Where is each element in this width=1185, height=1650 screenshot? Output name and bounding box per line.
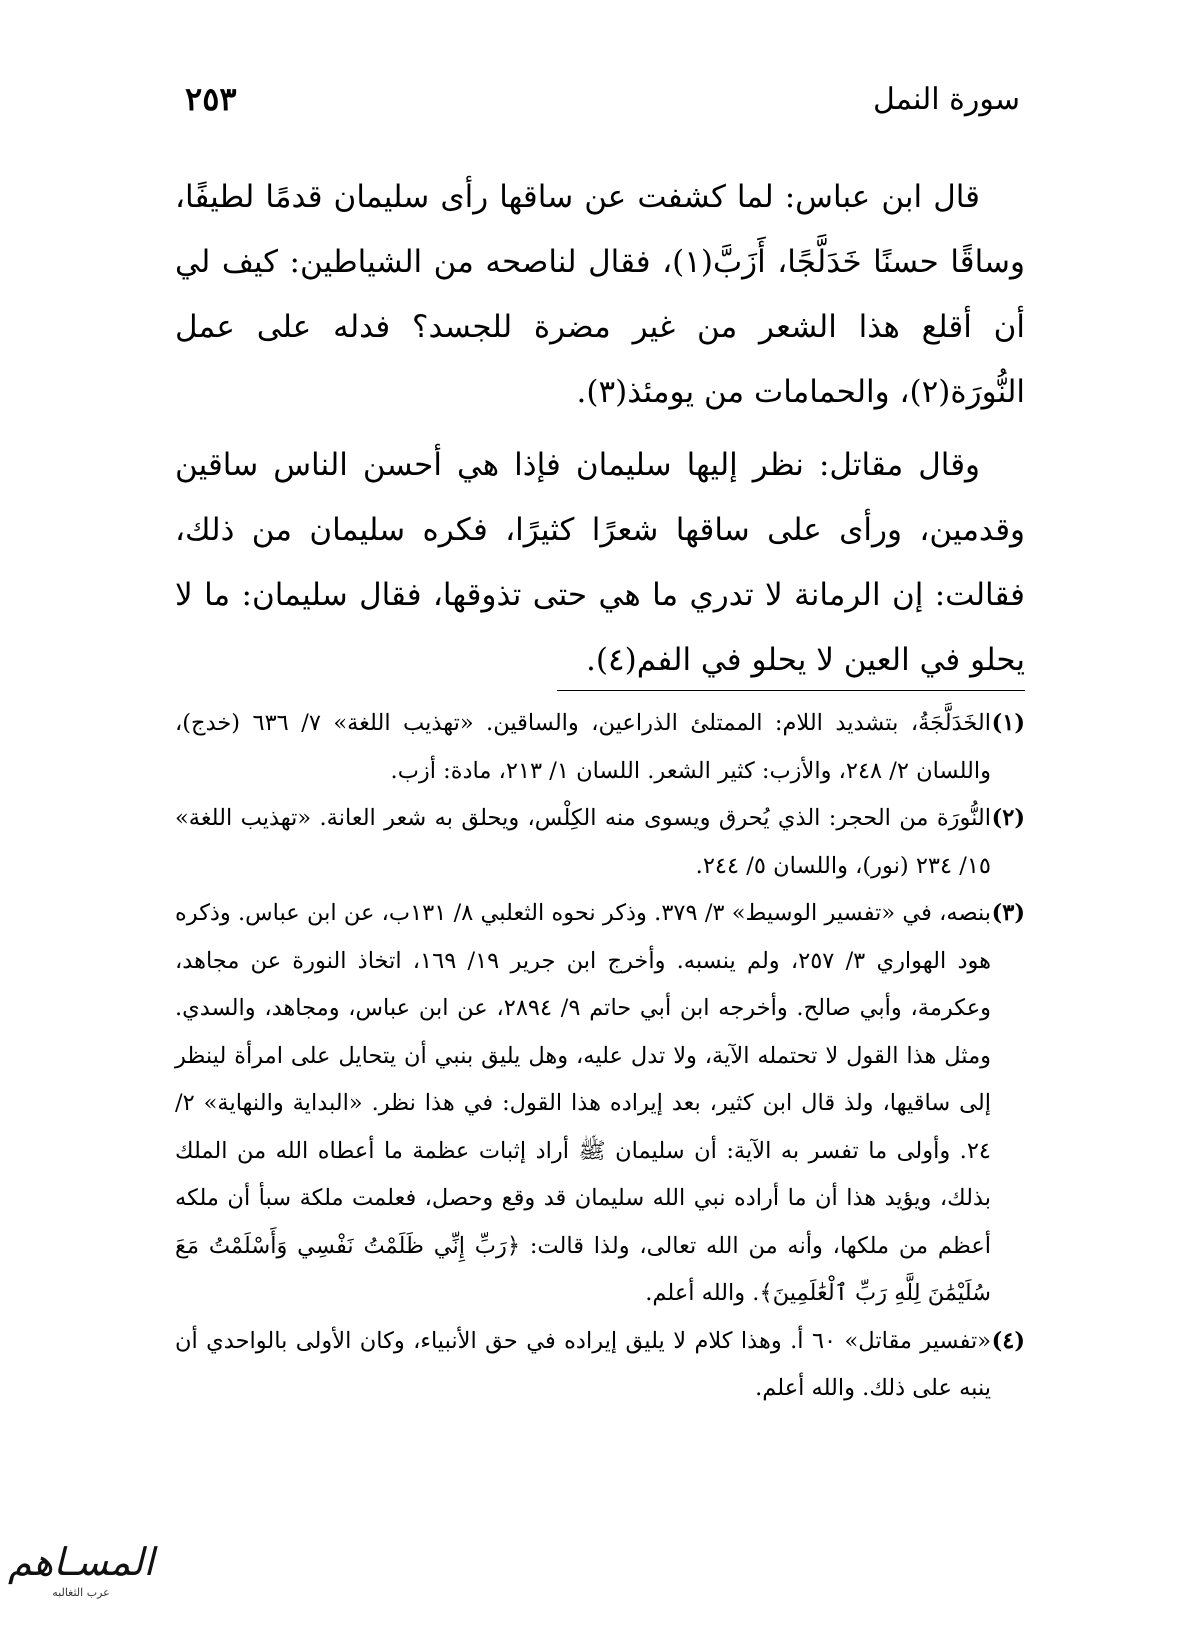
footnote-number: (٢)	[991, 805, 1025, 831]
page-header	[185, 80, 1020, 130]
running-title: سورة النمل	[873, 82, 1020, 117]
footnote-number: (١)	[991, 710, 1025, 736]
footnote	[175, 795, 1025, 890]
footnote-text: النُّورَة من الحجر: الذي يُحرق ويسوى منه الكِلْس، ويحلق به شعر العانة. «تهذيب اللغة» ١٥/ ٢٣٤ (نور)، واللسان ٥/ ٢٤٤.	[175, 805, 991, 879]
main-paragraph: قال ابن عباس: لما كشفت عن ساقها رأى سليمان قدمًا لطيفًا، وساقًا حسنًا خَدَلَّجًا، أَزَبَّ(١)، فقال لناصحه من الشياطين: كيف لي أن أقلع هذا الشعر من غير مضرة للجسد؟ فدله على عمل النُّورَة(٢)، والحمامات من يومئذ(٣).	[175, 179, 1025, 410]
footnote	[175, 890, 1025, 1318]
main-text	[175, 165, 1025, 701]
watermark-brand: المسـاهم	[7, 1540, 155, 1584]
main-paragraph: وقال مقاتل: نظر إليها سليمان فإذا هي أحسن الناس ساقين وقدمين، ورأى على ساقها شعرًا كثيرًا، فكره سليمان من ذلك، فقالت: إن الرمانة لا تدري ما هي حتى تذوقها، فقال سليمان: ما لا يحلو في العين لا يحلو في الفم(٤).	[175, 447, 1025, 678]
watermark-logo	[6, 1538, 156, 1628]
footnote-divider	[557, 690, 1025, 691]
footnote-number: (٣)	[991, 900, 1025, 926]
watermark-tagline: عرب الثغالبه	[52, 1586, 110, 1599]
footnote-text: بنصه، في «تفسير الوسيط» ٣/ ٣٧٩. وذكر نحوه الثعلبي ٨/ ١٣١ب، عن ابن عباس. وذكره هود الهواري ٣/ ٢٥٧، ولم ينسبه. وأخرج ابن جرير ١٩/ ١٦٩، اتخاذ النورة عن مجاهد، وعكرمة، وأبي صالح. وأخرجه ابن أبي حاتم ٩/ ٢٨٩٤، عن ابن عباس، ومجاهد، والسدي. ومثل هذا القول لا تحتمله الآية، ولا تدل عليه، وهل يليق بنبي أن يتحايل على امرأة لينظر إلى ساقيها، ولذ قال ابن كثير، بعد إيراده هذا القول: في هذا نظر. «البداية والنهاية» ٢/ ٢٤. وأولى ما تفسر به الآية: أن سليمان ﷺ أراد إثبات عظمة ما أعطاه الله من الملك بذلك، ويؤيد هذا أن ما أراده نبي الله سليمان قد وقع وحصل، فعلمت ملكة سبأ أن ملكه أعظم من ملكها، وأنه من الله تعالى، ولذا قالت: ﴿رَبِّ إِنِّي ظَلَمْتُ نَفْسِي وَأَسْلَمْتُ مَعَ سُلَيْمَٰنَ لِلَّهِ رَبِّ ٱلْعَٰلَمِينَ﴾. والله أعلم.	[175, 900, 992, 1306]
page-number: ٢٥٣	[185, 80, 237, 118]
footnotes	[175, 700, 1025, 1413]
footnote	[175, 700, 1025, 795]
footnote-text: «تفسير مقاتل» ٦٠ أ. وهذا كلام لا يليق إيراده في حق الأنبياء، وكان الأولى بالواحدي أن ينبه على ذلك. والله أعلم.	[175, 1327, 991, 1401]
footnote	[175, 1318, 1025, 1413]
footnote-text: الخَدَلَّجَةُ، بتشديد اللام: الممتلئ الذراعين، والساقين. «تهذيب اللغة» ٧/ ٦٣٦ (خدج)، واللسان ٢/ ٢٤٨، والأزب: كثير الشعر. اللسان ١/ ٢١٣، مادة: أزب.	[175, 710, 991, 784]
footnote-number: (٤)	[991, 1327, 1025, 1354]
